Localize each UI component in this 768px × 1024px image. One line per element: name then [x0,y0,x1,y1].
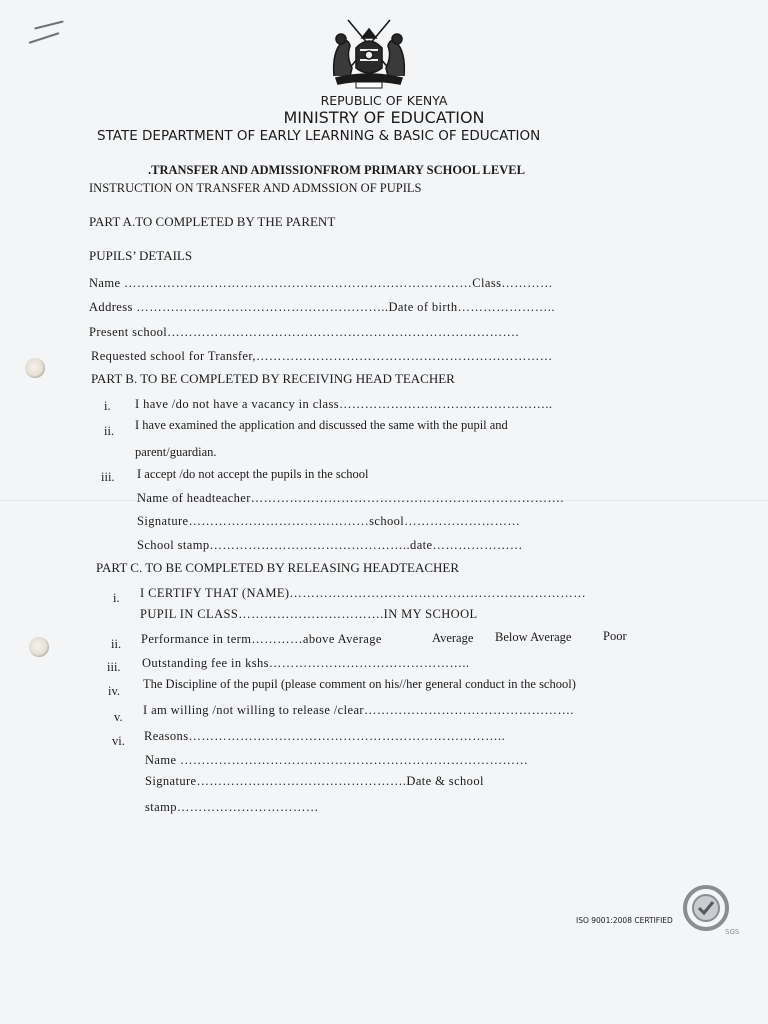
performance-poor[interactable]: Poor [603,629,627,643]
performance-average[interactable]: Average [432,631,474,645]
list-number: ii. [104,424,115,438]
performance-above-average[interactable]: Performance in term…………above Average [141,632,382,646]
ministry-heading: MINISTRY OF EDUCATION [283,108,485,127]
address-field[interactable]: Address …………………………………………………..Date of birth………………….. [89,300,555,314]
punch-hole [29,637,49,657]
examined-statement-cont: parent/guardian. [135,445,217,459]
school-stamp-field[interactable]: School stamp………………………………………..date………………… [137,538,523,552]
certification-seal-icon [680,884,740,936]
releasing-stamp-field[interactable]: stamp…………………………… [145,800,319,814]
releasing-signature-field[interactable]: Signature………………………………………….Date & school [145,774,484,788]
list-number: v. [114,710,123,724]
list-number: i. [113,591,120,605]
pen-mark [28,32,59,44]
pupils-details-heading: PUPILS’ DETAILS [89,248,193,263]
releasing-name-field[interactable]: Name ……………………………………………………………………… [145,753,529,767]
accept-statement[interactable]: I accept /do not accept the pupils in the school [137,467,369,481]
vacancy-field[interactable]: I have /do not have a vacancy in class………………………………………….. [135,397,553,411]
part-b-heading: PART B. TO BE COMPLETED BY RECEIVING HEAD TEACHER [91,371,455,386]
list-number: ii. [111,637,122,651]
coat-of-arms-emblem [326,12,412,92]
republic-heading: REPUBLIC OF KENYA [320,93,448,108]
form-instruction: INSTRUCTION ON TRANSFER AND ADMSSION OF PUPILS [89,181,422,195]
release-field[interactable]: I am willing /not willing to release /clear…………………………………………. [143,703,574,717]
present-school-field[interactable]: Present school………………………………………………………………………. [89,325,519,339]
pupil-name-field[interactable]: Name ………………………………………………………………………Class………… [89,276,553,290]
discipline-statement: The Discipline of the pupil (please comment on his//her general conduct in the school) [143,677,576,691]
certification-seal-label: SGS [725,928,740,936]
list-number: iv. [108,684,121,698]
part-c-heading: PART C. TO BE COMPLETED BY RELEASING HEADTEACHER [96,560,460,575]
part-a-heading: PART A.TO COMPLETED BY THE PARENT [89,214,336,229]
list-number: iii. [101,470,115,484]
examined-statement: I have examined the application and discussed the same with the pupil and [135,418,508,432]
list-number: i. [104,399,111,413]
punch-hole [25,358,45,378]
performance-below-average[interactable]: Below Average [495,630,572,644]
iso-certification-text: ISO 9001:2008 CERTIFIED [576,916,673,925]
requested-school-field[interactable]: Requested school for Transfer,…………………………………………………………… [91,349,553,363]
form-title: .TRANSFER AND ADMISSIONFROM PRIMARY SCHOOL LEVEL [148,163,525,177]
receiving-signature-field[interactable]: Signature……………………………………school……………………… [137,514,521,528]
outstanding-fee-field[interactable]: Outstanding fee in kshs……………………………………….. [142,656,470,670]
pupil-class-field[interactable]: PUPIL IN CLASS…………………………….IN MY SCHOOL [140,607,478,621]
list-number: vi. [112,734,125,748]
certify-name-field[interactable]: I CERTIFY THAT (NAME)…………………………………………………………… [140,586,587,600]
reasons-field[interactable]: Reasons……………………………………………………………….. [144,729,506,743]
pen-mark [34,20,64,29]
list-number: iii. [107,660,121,674]
department-heading: STATE DEPARTMENT OF EARLY LEARNING & BASIC OF EDUCATION [97,128,541,144]
headteacher-name-field[interactable]: Name of headteacher………………………………………………………………. [137,491,564,505]
